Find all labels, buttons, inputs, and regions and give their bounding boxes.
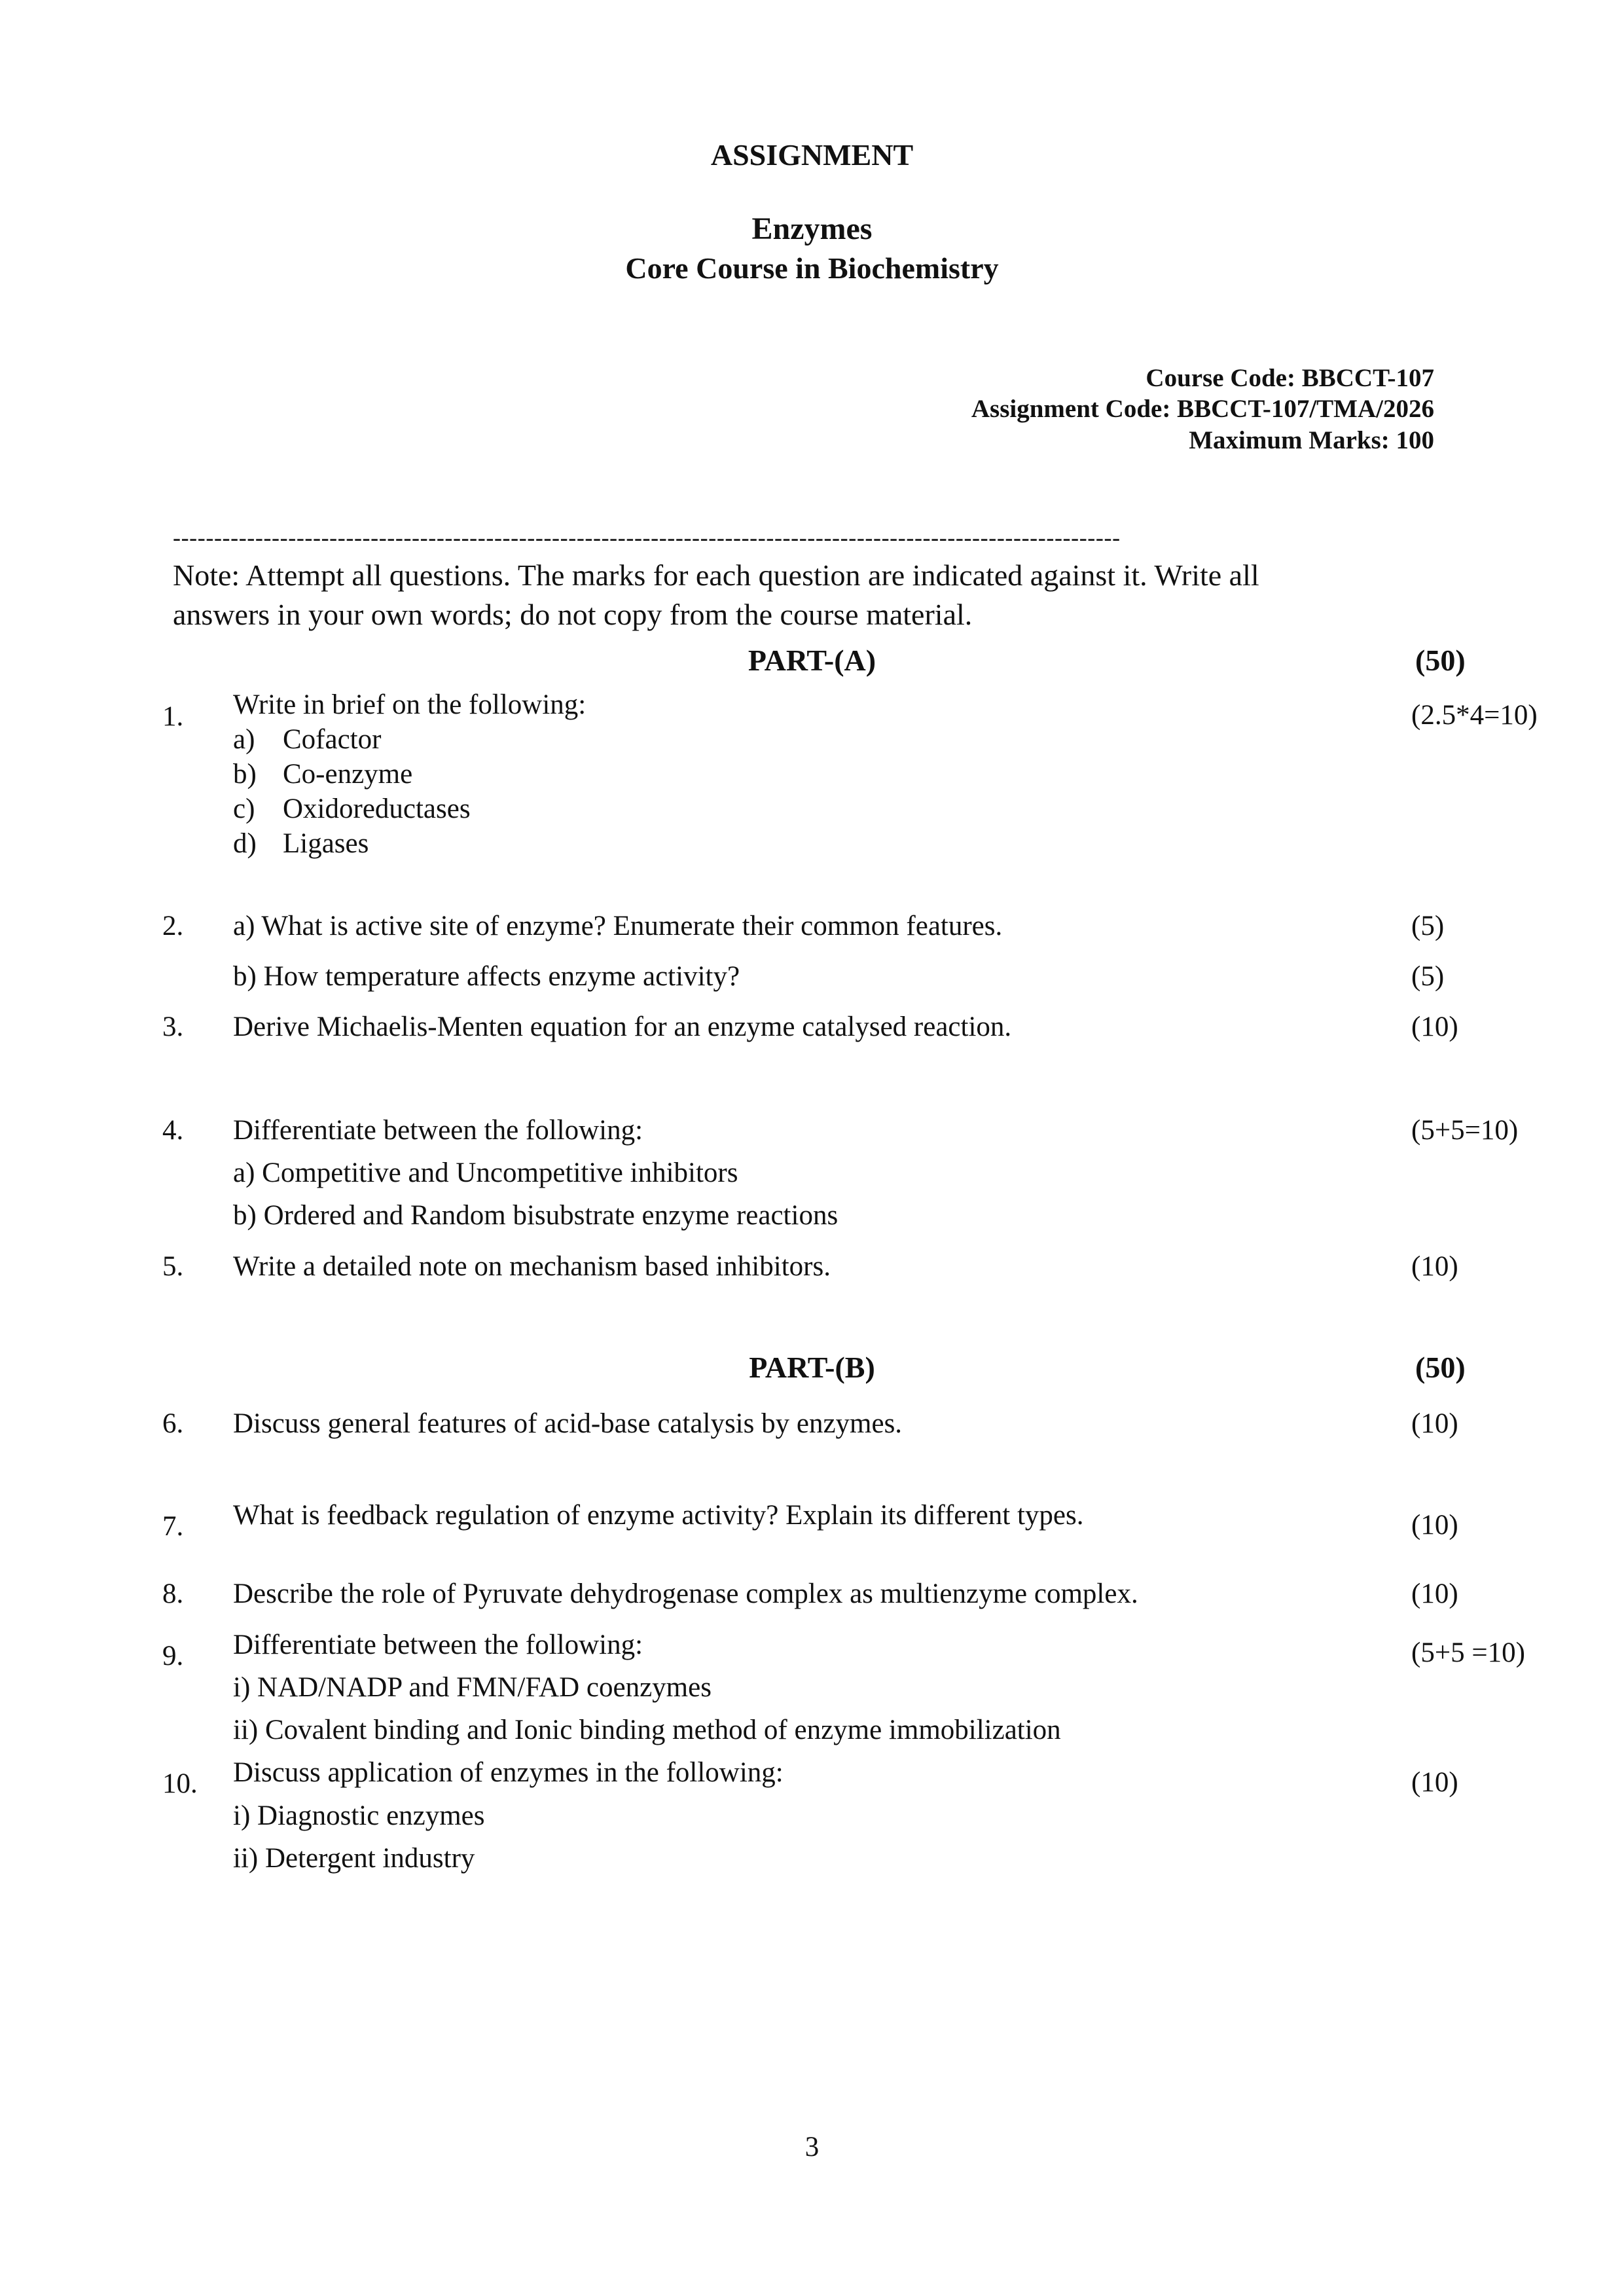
course-code: Course Code: BBCCT-107 [1146,364,1434,392]
assignment-code: Assignment Code: BBCCT-107/TMA/2026 [971,395,1434,423]
question-marks: (10) [1411,1408,1458,1439]
divider-line: ------------------------------------------------------------------------------------------------------------------- [173,524,1121,551]
question-number: 6. [162,1408,184,1439]
item-text: Ligases [283,828,369,859]
item-text: Cofactor [283,724,382,755]
item-text: a) Competitive and Uncompetitive inhibitors [233,1157,738,1188]
item-label: b) [233,759,257,790]
question-number: 5. [162,1251,184,1282]
question-number: 2. [162,911,184,941]
item-text: ii) Covalent binding and Ionic binding method of enzyme immobilization [233,1715,1061,1745]
part-b-title: PART-(B) [749,1351,875,1384]
question-marks: (5+5 =10) [1411,1637,1525,1668]
part-a-marks: (50) [1415,644,1466,677]
question-text: Discuss application of enzymes in the following: [233,1757,784,1788]
question-number: 1. [162,701,184,732]
item-text: Co-enzyme [283,759,413,790]
question-text: Write a detailed note on mechanism based inhibitors. [233,1251,831,1282]
question-number: 8. [162,1578,184,1609]
part-a-title: PART-(A) [748,644,876,677]
question-marks: (10) [1411,1578,1458,1609]
item-text: i) Diagnostic enzymes [233,1800,485,1831]
question-number: 3. [162,1011,184,1042]
course-title: Core Course in Biochemistry [625,251,999,285]
question-text: b) How temperature affects enzyme activity? [233,961,740,992]
question-number: 7. [162,1511,184,1542]
question-text: Differentiate between the following: [233,1630,643,1660]
question-marks: (5) [1411,911,1445,941]
question-text: What is feedback regulation of enzyme activity? Explain its different types. [233,1500,1084,1531]
question-text: Write in brief on the following: [233,689,586,720]
item-text: ii) Detergent industry [233,1843,475,1874]
item-label: c) [233,793,255,824]
assignment-title: ASSIGNMENT [710,138,914,172]
question-text: a) What is active site of enzyme? Enumerate their common features. [233,911,1003,941]
question-marks: (10) [1411,1011,1458,1042]
item-text: i) NAD/NADP and FMN/FAD coenzymes [233,1672,712,1703]
item-text: Oxidoreductases [283,793,471,824]
question-number: 9. [162,1641,184,1671]
question-text: Discuss general features of acid-base catalysis by enzymes. [233,1408,903,1439]
note-line-2: answers in your own words; do not copy from the course material. [173,598,973,631]
question-text: Describe the role of Pyruvate dehydrogenase complex as multienzyme complex. [233,1578,1138,1609]
item-text: b) Ordered and Random bisubstrate enzyme reactions [233,1200,839,1231]
question-marks: (5+5=10) [1411,1115,1519,1146]
part-b-marks: (50) [1415,1351,1466,1384]
question-number: 4. [162,1115,184,1146]
subject-title: Enzymes [751,211,873,246]
item-label: a) [233,724,255,755]
item-label: d) [233,828,257,859]
question-marks: (10) [1411,1510,1458,1540]
question-text: Differentiate between the following: [233,1115,643,1146]
maximum-marks: Maximum Marks: 100 [1189,426,1434,454]
page-number: 3 [804,2132,820,2162]
question-number: 10. [162,1768,198,1799]
question-marks: (2.5*4=10) [1411,700,1538,731]
question-text: Derive Michaelis-Menten equation for an enzyme catalysed reaction. [233,1011,1012,1042]
note-line-1: Note: Attempt all questions. The marks for each question are indicated against it. Write all [173,558,1259,592]
question-marks: (10) [1411,1251,1458,1282]
question-marks: (5) [1411,961,1445,992]
question-marks: (10) [1411,1767,1458,1798]
